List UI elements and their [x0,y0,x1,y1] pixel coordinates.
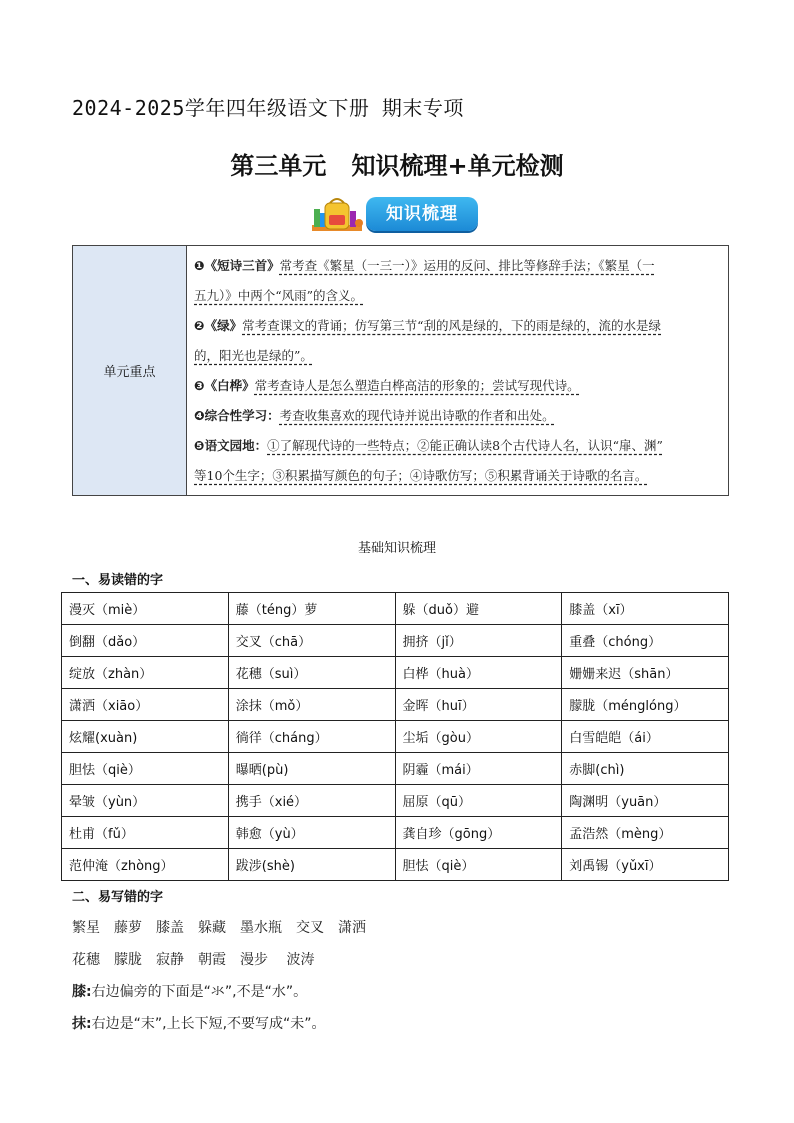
miswritten-words-line1 [72,917,380,937]
table-cell: 姗姗来迟（shān） [562,657,729,689]
focus-bullet: ❶ [194,258,205,273]
focus-line [194,251,722,281]
word-item: 交叉 [296,920,324,936]
table-cell: 尘垢（gòu） [395,721,562,753]
word-item: 藤萝 [114,920,142,936]
focus-text: 等10个生字；③积累描写颜色的句子；④诗歌仿写；⑤积累背诵关于诗歌的名言。 [194,468,648,483]
table-cell: 潇洒（xiāo） [62,689,229,721]
table-cell: 拥挤（jǐ） [395,625,562,657]
note-knee-text: 右边偏旁的下面是“氺”,不是“水”。 [91,984,308,1000]
table-cell: 交叉（chā） [228,625,395,657]
badge-label: 知识梳理 [366,197,478,231]
document-title: 2024-2025学年四年级语文下册 期末专项 [72,96,464,120]
table-cell: 杜甫（fǔ） [62,817,229,849]
word-item: 墨水瓶 [240,920,282,936]
focus-head: 《绿》 [204,318,243,333]
table-cell: 跋涉(shè) [228,849,395,881]
table-cell: 龚自珍（gōng） [395,817,562,849]
table-cell: 屈原（qū） [395,785,562,817]
note-smear-text: 右边是“末”,上长下短,不要写成“未”。 [91,1016,326,1032]
table-cell: 藤（téng）萝 [228,593,395,625]
table-cell: 孟浩然（mèng） [562,817,729,849]
table-cell: 曝晒(pù) [228,753,395,785]
table-cell: 白桦（huà） [395,657,562,689]
focus-line [194,401,722,431]
basics-title: 基础知识梳理 [357,541,436,556]
focus-head: 《白桦》 [204,378,255,393]
note-smear [72,1013,326,1033]
table-cell: 陶渊明（yuān） [562,785,729,817]
focus-line [194,431,722,461]
focus-bullet: ❸ [194,378,205,393]
focus-bullet: ❷ [194,318,205,333]
focus-text: 常考查诗人是怎么塑造白桦高洁的形象的；尝试写现代诗。 [254,378,580,393]
focus-head: 语文园地： [204,438,268,453]
focus-line [194,281,722,311]
table-row [62,593,729,625]
misread-characters-table [61,592,729,881]
table-row [62,753,729,785]
table-cell: 刘禹锡（yǔxī） [562,849,729,881]
table-cell: 膝盖（xī） [562,593,729,625]
unit-title: 第三单元 知识梳理+单元检测 [230,152,564,180]
word-item: 膝盖 [156,920,184,936]
focus-label: 单元重点 [73,246,187,496]
unit-focus-table [72,245,729,496]
table-row [62,689,729,721]
table-row [62,625,729,657]
word-item: 漫步 [240,952,268,968]
note-smear-head: 抹: [72,1016,92,1032]
table-row [62,849,729,881]
knowledge-badge [308,195,480,237]
section2-heading: 二、易写错的字 [72,890,164,905]
table-cell: 阴霾（mái） [395,753,562,785]
focus-text: 常考查《繁星（一三一）》运用的反问、排比等修辞手法；《繁星（一 [279,258,655,273]
table-cell: 胆怯（qiè） [62,753,229,785]
focus-text: 考查收集喜欢的现代诗并说出诗歌的作者和出处。 [279,408,555,423]
table-row [62,785,729,817]
word-item: 躲藏 [198,920,226,936]
focus-text: 的，阳光也是绿的”。 [194,348,313,363]
table-cell: 白雪皑皑（ái） [562,721,729,753]
miswritten-words-line2 [72,949,328,969]
table-cell: 朦胧（ménglóng） [562,689,729,721]
focus-bullet: ❹ [194,408,205,423]
table-row [62,657,729,689]
table-cell: 范仲淹（zhòng） [62,849,229,881]
table-cell: 花穗（suì） [228,657,395,689]
focus-bullet: ❺ [194,438,205,453]
focus-text: ①了解现代诗的一些特点；②能正确认读8个古代诗人名，认识“扉、渊” [267,438,663,453]
focus-head: 《短诗三首》 [204,258,280,273]
table-row [62,817,729,849]
table-row [62,721,729,753]
table-cell: 金晖（huī） [395,689,562,721]
section1-heading: 一、易读错的字 [72,573,164,588]
focus-line [194,311,722,341]
word-item: 潇洒 [338,920,366,936]
focus-line [194,341,722,371]
word-item: 花穗 [72,952,100,968]
table-cell: 携手（xié） [228,785,395,817]
note-knee [72,981,307,1001]
note-knee-head: 膝: [72,984,92,1000]
table-cell: 韩愈（yù） [228,817,395,849]
table-cell: 倒翻（dǎo） [62,625,229,657]
table-cell: 重叠（chóng） [562,625,729,657]
table-cell: 胆怯（qiè） [395,849,562,881]
table-cell: 涂抹（mǒ） [228,689,395,721]
table-cell: 绽放（zhàn） [62,657,229,689]
focus-content [187,246,729,496]
table-cell: 徜徉（cháng） [228,721,395,753]
word-item: 波涛 [282,952,315,968]
word-item: 朝霞 [198,952,226,968]
word-item: 朦胧 [114,952,142,968]
table-cell: 晕皱（yùn） [62,785,229,817]
focus-text: 五九）》中两个“风雨”的含义。 [194,288,364,303]
table-cell: 躲（duǒ）避 [395,593,562,625]
table-cell: 赤脚(chì) [562,753,729,785]
focus-line [194,461,722,491]
word-item: 繁星 [72,920,100,936]
table-cell: 漫灭（miè） [62,593,229,625]
focus-line [194,371,722,401]
table-cell: 炫耀(xuàn) [62,721,229,753]
word-item: 寂静 [156,952,184,968]
focus-text: 常考查课文的背诵；仿写第三节“刮的风是绿的，下的雨是绿的，流的水是绿 [242,318,662,333]
school-bag-icon [308,195,366,237]
focus-head: 综合性学习： [204,408,280,423]
